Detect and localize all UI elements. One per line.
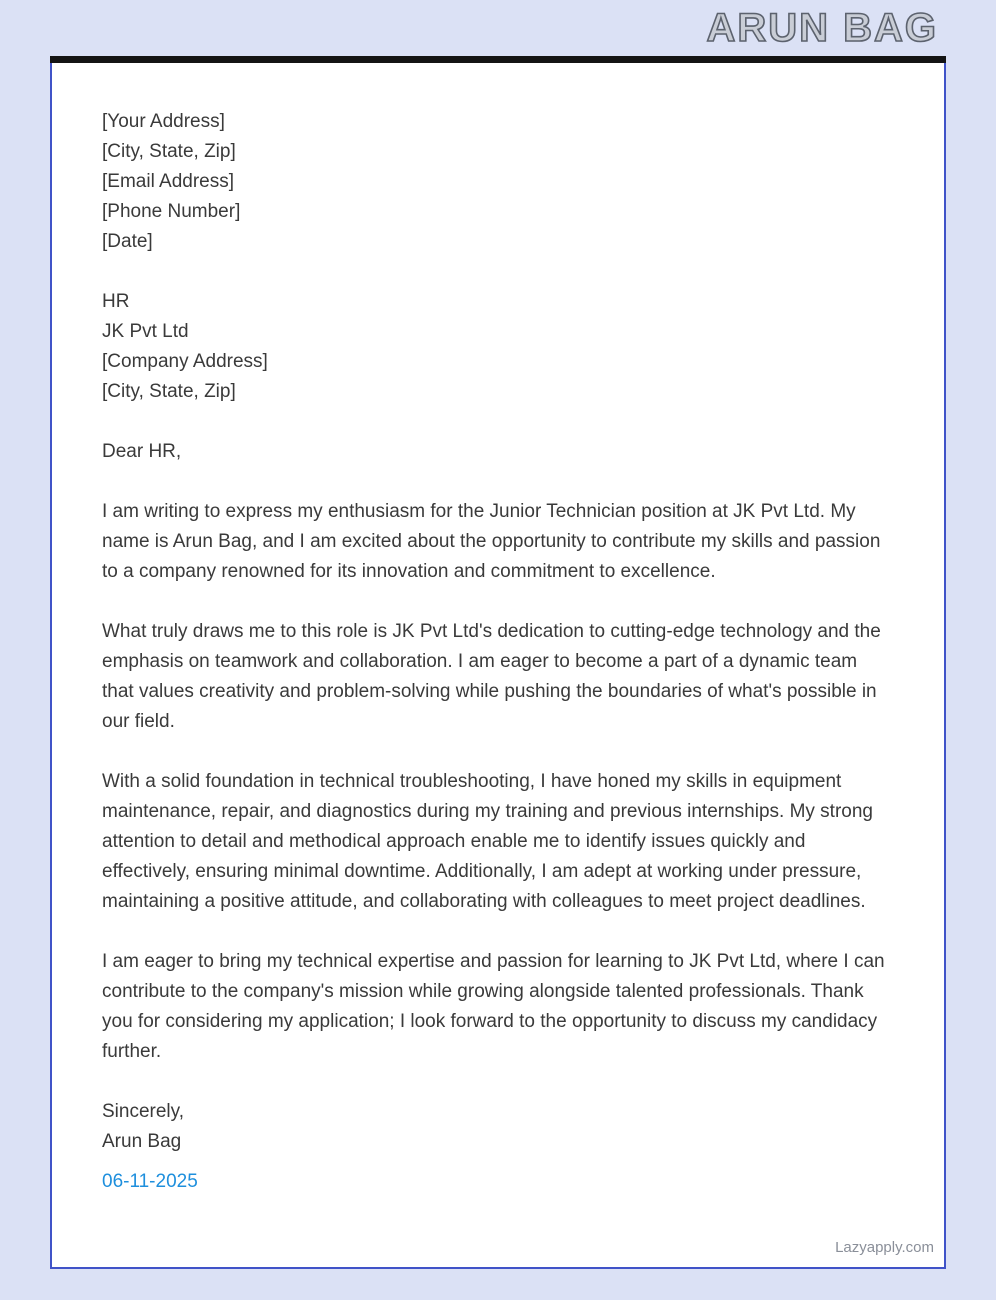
watermark: Lazyapply.com: [835, 1239, 934, 1256]
body-paragraph-1: I am writing to express my enthusiasm for the Junior Technician position at JK Pvt Ltd. My name is Arun Bag, and I am excited about the opportunity to contribute my skills and passion to a company renowned for its innovation and commitment to excellence.: [102, 501, 881, 582]
recipient-address-line: [Company Address]: [102, 351, 268, 372]
sender-address-block: [102, 107, 894, 257]
header: [50, 0, 946, 56]
sender-address-line: [Your Address]: [102, 111, 225, 132]
salutation-line: Dear HR,: [102, 441, 182, 462]
header-name: ARUN BAG: [706, 6, 938, 50]
signature-name: Arun Bag: [102, 1131, 182, 1152]
recipient-address-block: [102, 287, 894, 407]
letter-date: 06-11-2025: [102, 1171, 198, 1192]
divider-bar: [50, 56, 946, 63]
recipient-name-line: HR: [102, 291, 130, 312]
closing-line: Sincerely,: [102, 1101, 185, 1122]
sender-city-line: [City, State, Zip]: [102, 141, 236, 162]
recipient-city-line: [City, State, Zip]: [102, 381, 236, 402]
sender-phone-line: [Phone Number]: [102, 201, 241, 222]
salutation: [102, 437, 894, 467]
recipient-company-line: JK Pvt Ltd: [102, 321, 189, 342]
body-paragraph-4: I am eager to bring my technical expertise and passion for learning to JK Pvt Ltd, where I can contribute to the company's mission while growing alongside talented professionals. Thank you for considering my application; I look forward to the opportunity to discuss my candidacy further.: [102, 951, 885, 1062]
sender-email-line: [Email Address]: [102, 171, 234, 192]
letter-page: [50, 63, 946, 1269]
signature-block: [102, 1097, 894, 1197]
sender-date-line: [Date]: [102, 231, 153, 252]
body-paragraph-3: With a solid foundation in technical troubleshooting, I have honed my skills in equipment maintenance, repair, and diagnostics during my training and previous internships. My strong attention to detail and methodical approach enable me to identify issues quickly and effectively, ensuring minimal downtime. Additionally, I am adept at working under pressure, maintaining a positive attitude, and collaborating with colleagues to meet project deadlines.: [102, 771, 873, 912]
body-paragraph-2: What truly draws me to this role is JK Pvt Ltd's dedication to cutting-edge technology and the emphasis on teamwork and collaboration. I am eager to become a part of a dynamic team that values creativity and problem-solving while pushing the boundaries of what's possible in our field.: [102, 621, 881, 732]
